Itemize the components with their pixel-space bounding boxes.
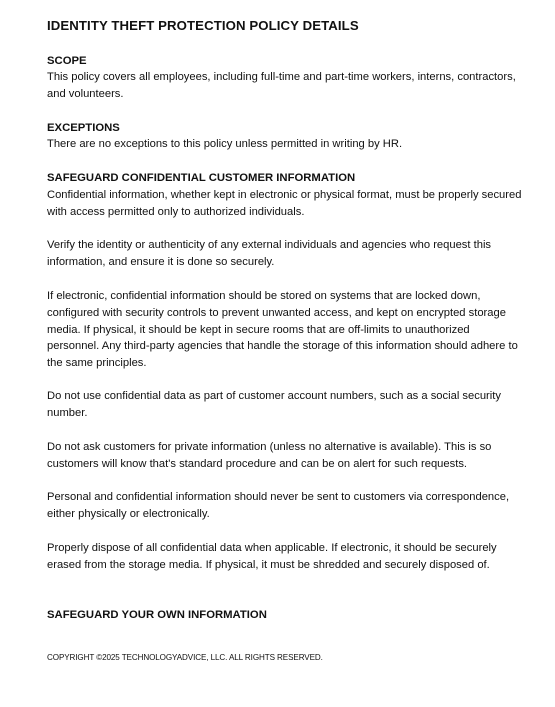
safeguard-paragraph: Personal and confidential information should never be sent to customers via correspondence, either physically or electronically. [47,491,510,520]
safeguard-own-heading: SAFEGUARD YOUR OWN INFORMATION [47,609,267,621]
safeguard-paragraph: Verify the identity or authenticity of any external individuals and agencies who request this information, and ensure it is done so securely. [47,239,492,268]
safeguard-paragraph: Confidential information, whether kept in electronic or physical format, must be properly secured with access permitted only to authorized individuals. [47,189,522,218]
copyright-footer: COPYRIGHT ©2025 TECHNOLOGYADVICE, LLC. ALL RIGHTS RESERVED. [47,653,323,662]
safeguard-paragraph: If electronic, confidential information should be stored on systems that are locked down, configured with security controls to prevent unwanted access, and kept on encrypted storage media. If physical, it should be kept in secure rooms that are off-limits to unauthorized personnel. Any third-party agencies that handle the storage of this information should adhere to the same principles. [47,290,518,370]
document-title: IDENTITY THEFT PROTECTION POLICY DETAILS [47,18,359,33]
safeguard-paragraph: Properly dispose of all confidential data when applicable. If electronic, it should be securely erased from the storage media. If physical, it must be shredded and securely disposed of. [47,542,497,571]
scope-heading: SCOPE [47,55,87,67]
scope-text: This policy covers all employees, including full-time and part-time workers, interns, contractors, and volunteers. [47,71,516,100]
safeguard-paragraph: Do not ask customers for private information (unless no alternative is available). This is so customers will know that's standard procedure and can be on alert for such requests. [47,441,492,470]
exceptions-text: There are no exceptions to this policy unless permitted in writing by HR. [47,138,403,150]
exceptions-heading: EXCEPTIONS [47,122,120,134]
safeguard-customer-heading: SAFEGUARD CONFIDENTIAL CUSTOMER INFORMATION [47,172,356,184]
safeguard-paragraph: Do not use confidential data as part of customer account numbers, such as a social security number. [47,390,501,419]
